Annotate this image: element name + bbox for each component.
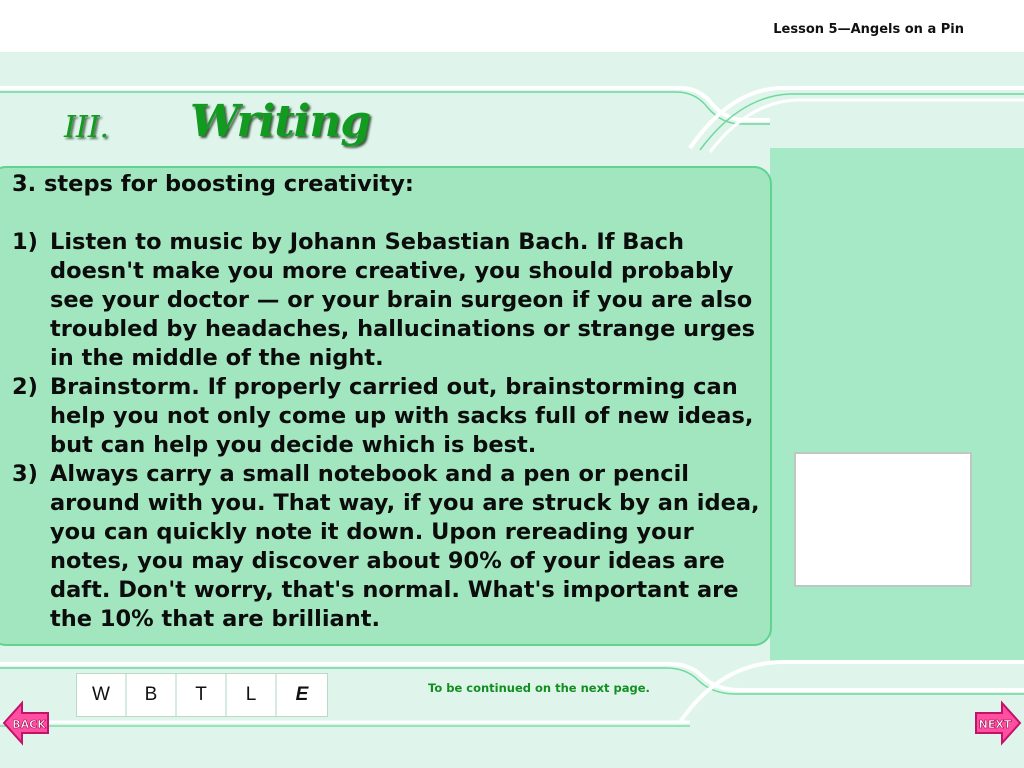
section-tabs <box>76 673 328 717</box>
content-body <box>12 170 762 634</box>
list-item <box>12 460 762 634</box>
list-item-number: 3) <box>12 461 38 487</box>
tab-l[interactable]: L <box>227 674 277 716</box>
continued-note: To be continued on the next page. <box>428 681 650 695</box>
list-item-number: 2) <box>12 374 38 400</box>
list-item-text: Listen to music by Johann Sebastian Bach. If Bach doesn't make you more creative, you should probably see your doctor — or your brain surgeon if you are also troubled by headaches, hallucinations or strange urges in the middle of the night. <box>50 229 756 371</box>
image-placeholder <box>794 452 972 587</box>
list-item-text: Always carry a small notebook and a pen or pencil around with you. That way, if you are struck by an idea, you can quickly note it down. Upon rereading your notes, you may discover about 90% of your ideas are daft. Don't worry, that's normal. What's important are the 10% that are brilliant. <box>50 461 760 632</box>
tab-b[interactable]: B <box>127 674 177 716</box>
list-item <box>12 228 762 373</box>
list-item <box>12 373 762 460</box>
section-title: Writing <box>190 96 371 147</box>
next-label: NEXT <box>978 718 1012 731</box>
tab-t[interactable]: T <box>177 674 227 716</box>
tab-writing-w[interactable]: W <box>77 674 127 716</box>
list-item-number: 1) <box>12 229 38 255</box>
lesson-title: Lesson 5—Angels on a Pin <box>773 22 964 37</box>
section-number: III. <box>64 110 110 145</box>
next-button[interactable] <box>974 700 1022 746</box>
back-label: BACK <box>12 718 46 731</box>
tab-e[interactable]: E <box>295 684 309 705</box>
list-item-text: Brainstorm. If properly carried out, brainstorming can help you not only come up with sacks full of new ideas, but can help you decide which is best. <box>50 374 754 458</box>
back-button[interactable] <box>2 700 50 746</box>
content-heading: 3. steps for boosting creativity: <box>12 171 414 197</box>
